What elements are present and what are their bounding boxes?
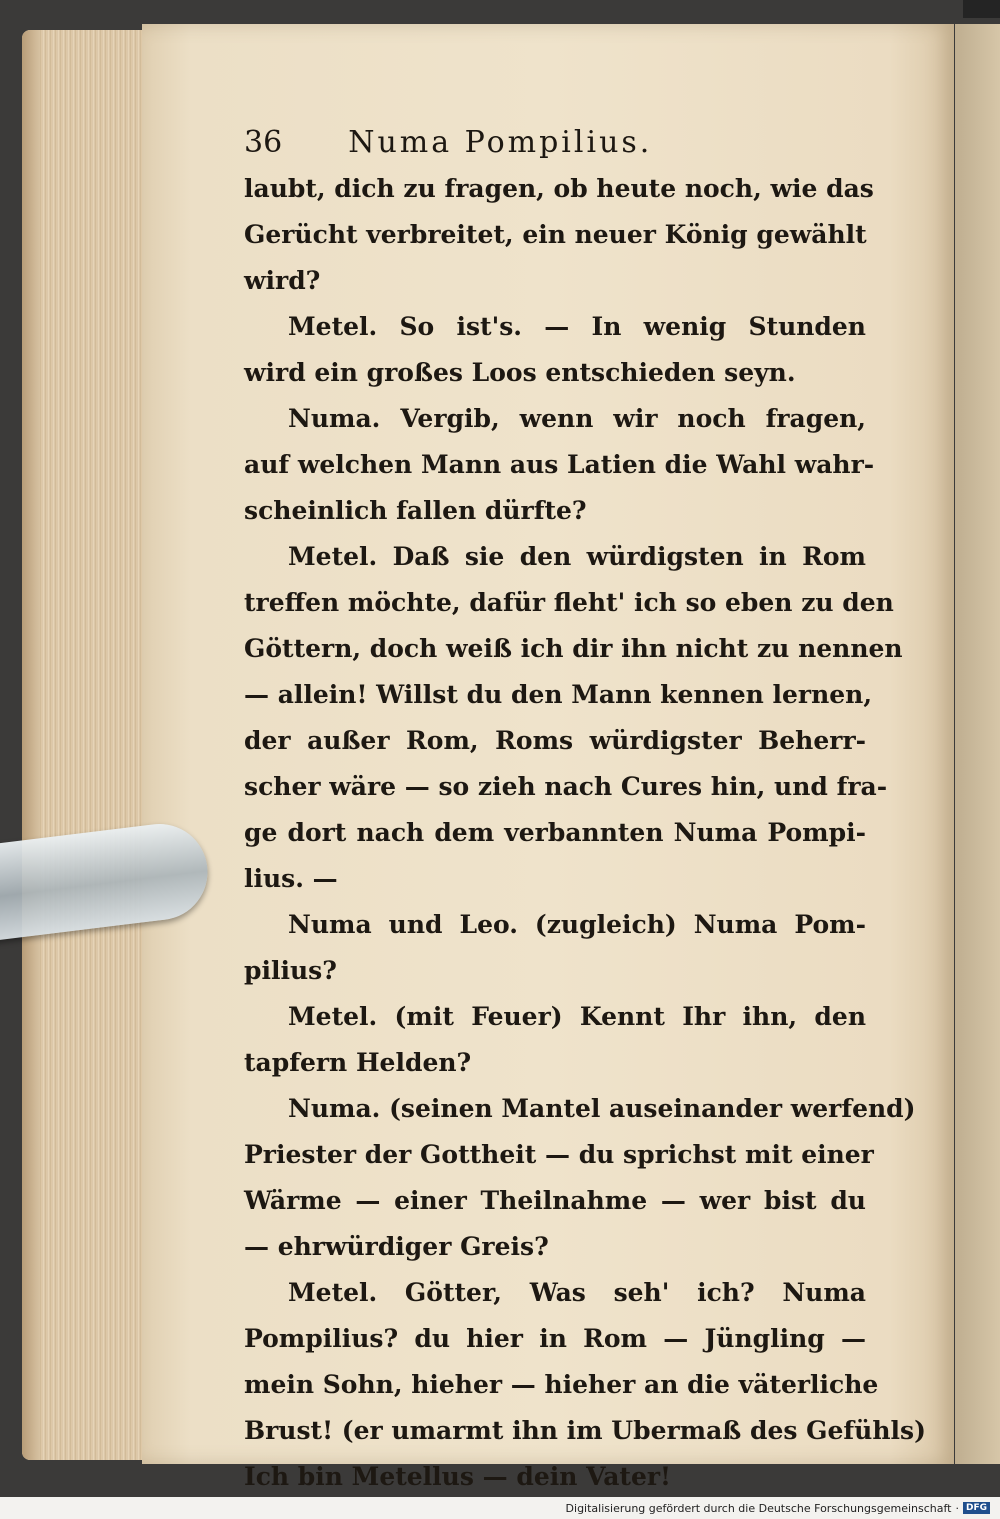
text-line: lius. — <box>244 864 338 893</box>
text-line: Pompilius? du hier in Rom — Jüngling — <box>244 1324 866 1353</box>
text-line: Brust! (er umarmt ihn im Ubermaß des Gefühls) <box>244 1416 926 1445</box>
text-line: Metel. Daß sie den würdigsten in Rom <box>288 542 866 571</box>
text-line: auf welchen Mann aus Latien die Wahl wahr- <box>244 450 875 479</box>
text-line: Priester der Gottheit — du sprichst mit einer <box>244 1140 874 1169</box>
text-line: treffen möchte, dafür fleht' ich so eben zu den <box>244 588 894 617</box>
text-line: scheinlich fallen dürfte? <box>244 496 587 525</box>
text-line: laubt, dich zu fragen, ob heute noch, wie das <box>244 174 874 203</box>
text-line: der außer Rom, Roms würdigster Beherr- <box>244 726 866 755</box>
page-edges <box>22 30 152 1460</box>
facing-page-edge <box>955 24 1000 1464</box>
text-line: — ehrwürdiger Greis? <box>244 1232 549 1261</box>
text-line: Wärme — einer Theilnahme — wer bist du <box>244 1186 866 1215</box>
text-line: Ich bin Metellus — dein Vater! <box>244 1462 672 1491</box>
running-header <box>244 100 866 160</box>
footer-credit: Digitalisierung gefördert durch die Deutsche Forschungsgemeinschaft · DFG <box>566 1499 990 1517</box>
text-line: ge dort nach dem verbannten Numa Pompi- <box>244 818 866 847</box>
text-line: tapfern Helden? <box>244 1048 472 1077</box>
text-line: Numa und Leo. (zugleich) Numa Pom- <box>288 910 866 939</box>
scan-border <box>963 0 1000 18</box>
text-line: pilius? <box>244 956 337 985</box>
text-line: wird? <box>244 266 321 295</box>
text-line: Gerücht verbreitet, ein neuer König gewählt <box>244 220 867 249</box>
text-line: Metel. So ist's. — In wenig Stunden <box>288 312 866 341</box>
footer-credit-text: Digitalisierung gefördert durch die Deutsche Forschungsgemeinschaft <box>565 1501 952 1515</box>
text-line: scher wäre — so zieh nach Cures hin, und fra- <box>244 772 888 801</box>
text-line: Numa. Vergib, wenn wir noch fragen, <box>288 404 866 433</box>
text-line: Göttern, doch weiß ich dir ihn nicht zu nennen <box>244 634 903 663</box>
page-edges-shadow <box>22 30 40 1460</box>
text-line: Metel. (mit Feuer) Kennt Ihr ihn, den <box>288 1002 866 1031</box>
running-title: Numa Pompilius. <box>348 125 653 160</box>
text-line: mein Sohn, hieher — hieher an die väterliche <box>244 1370 879 1399</box>
text-line: Metel. Götter, Was seh' ich? Numa <box>288 1278 866 1307</box>
dfg-logo: DFG <box>963 1502 990 1514</box>
text-line: wird ein großes Loos entschieden seyn. <box>244 358 796 387</box>
text-line: — allein! Willst du den Mann kennen lernen, <box>244 680 873 709</box>
page-text-block <box>244 100 926 1497</box>
page-number: 36 <box>244 125 283 160</box>
text-line: Numa. (seinen Mantel auseinander werfend) <box>288 1094 916 1123</box>
text-lines <box>244 166 926 1497</box>
